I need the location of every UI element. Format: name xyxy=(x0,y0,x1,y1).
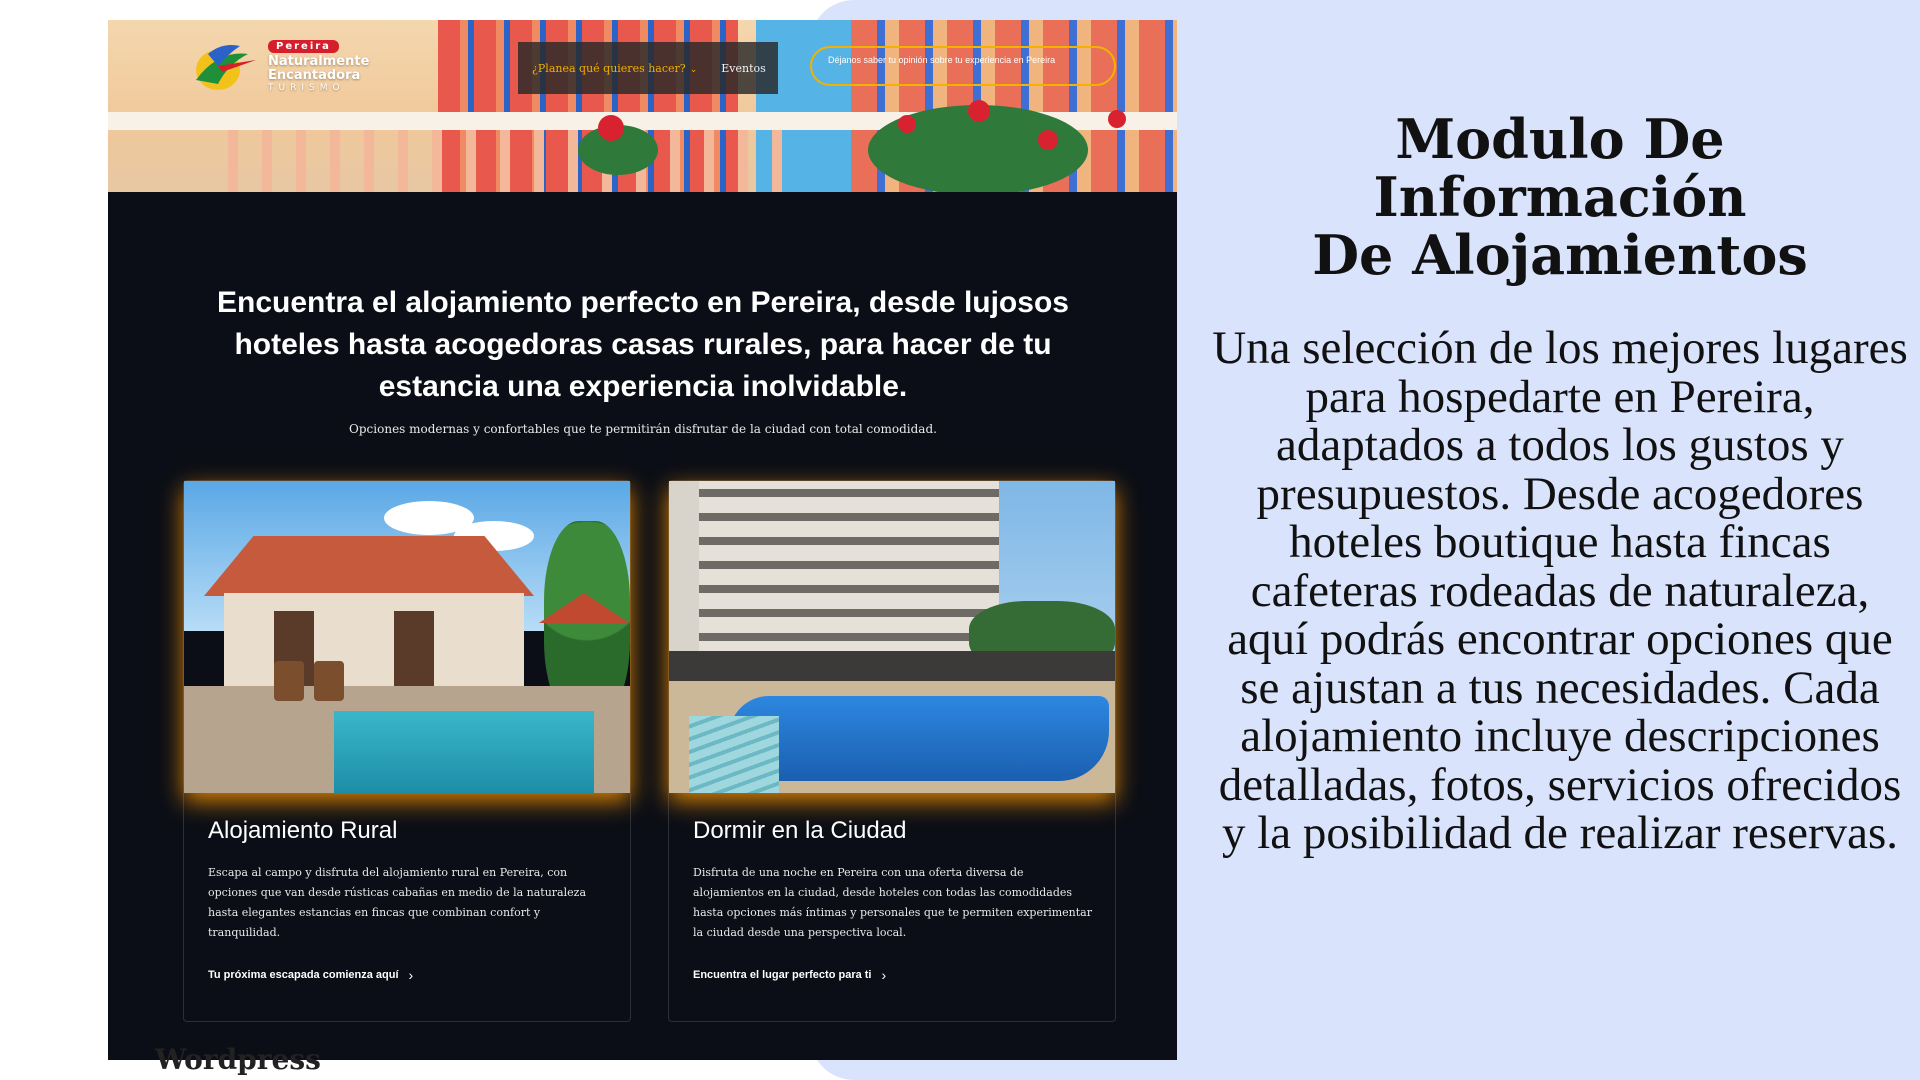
card-title: Alojamiento Rural xyxy=(208,817,398,844)
banner-balusters xyxy=(228,130,788,192)
card-link-rural[interactable] xyxy=(208,967,413,983)
logo-text-line3: TURISMO xyxy=(268,83,345,93)
hero-title: Encuentra el alojamiento perfecto en Pereira, desde lujosos hoteles hasta acogedoras casas rurales, para hacer de tu estancia una experiencia inolvidable. xyxy=(217,286,1069,403)
website-screenshot xyxy=(108,20,1177,1060)
site-logo[interactable] xyxy=(188,38,388,98)
main-nav xyxy=(518,42,778,94)
nav-item-planea[interactable] xyxy=(532,62,697,75)
card-link-label: Encuentra el lugar perfecto para ti xyxy=(693,969,872,981)
header-banner xyxy=(108,20,1177,192)
slide-title-line1: Modulo De Información xyxy=(1373,107,1747,229)
image-house-wall xyxy=(224,593,524,688)
slide-body-text: Una selección de los mejores lugares para hospedarte en Pereira, adaptados a todos los gustos y presupuestos. Desde acogedores hoteles boutique hasta fincas cafeteras rodeadas de naturaleza, aquí podrás encontrar opciones que se ajustan a tus necesidades. Cada alojamiento incluye descripciones detalladas, fotos, servicios ofrecidos y la posibilidad de realizar reservas. xyxy=(1212,322,1908,859)
card-dormir-ciudad[interactable] xyxy=(668,480,1116,1022)
image-pool-steps xyxy=(689,716,779,793)
banner-flower xyxy=(1108,110,1126,128)
feedback-button[interactable]: Déjanos saber tu opinión sobre tu experiencia en Pereira xyxy=(810,46,1116,86)
card-image-rural xyxy=(184,481,630,793)
hero-subtitle: Opciones modernas y confortables que te permitirán disfrutar de la ciudad con total comodidad. xyxy=(349,422,937,436)
wordpress-label: Wordpress xyxy=(155,1043,321,1076)
nav-item-eventos[interactable]: Eventos xyxy=(721,61,766,75)
card-title: Dormir en la Ciudad xyxy=(693,817,907,844)
logo-text-line2: Encantadora xyxy=(268,68,361,83)
image-door xyxy=(394,611,434,688)
logo-city-badge: Pereira xyxy=(268,40,339,53)
image-pool xyxy=(729,696,1109,781)
hummingbird-logo-icon xyxy=(188,40,258,94)
card-description: Escapa al campo y disfruta del alojamiento rural en Pereira, con opciones que van desde rústicas cabañas en medio de la naturaleza hasta elegantes estancias en fincas que combinan confort y tranquilidad. xyxy=(208,866,586,939)
banner-flower xyxy=(598,115,624,141)
image-chair xyxy=(314,661,344,701)
banner-flower xyxy=(1038,130,1058,150)
chevron-right-icon: › xyxy=(881,967,887,983)
card-image-city xyxy=(669,481,1115,793)
chevron-down-icon: ⌄ xyxy=(689,64,698,75)
nav-item-planea-label: ¿Planea qué quieres hacer? xyxy=(532,61,686,75)
card-link-ciudad[interactable] xyxy=(693,967,886,983)
banner-flower xyxy=(968,100,990,122)
image-roof xyxy=(204,536,534,596)
banner-flower xyxy=(898,115,916,133)
slide-title-line2: De Alojamientos xyxy=(1312,223,1808,287)
card-link-label: Tu próxima escapada comienza aquí xyxy=(208,969,399,981)
card-alojamiento-rural[interactable] xyxy=(183,480,631,1022)
logo-text-line1: Naturalmente xyxy=(268,54,370,69)
image-chair xyxy=(274,661,304,701)
slide-title xyxy=(1200,107,1920,287)
card-description: Disfruta de una noche en Pereira con una oferta diversa de alojamientos en la ciudad, desde hoteles con todas las comodidades hasta opciones más íntimas y personales que te permiten experimentar la ciudad desde una perspectiva local. xyxy=(693,866,1092,939)
chevron-right-icon: › xyxy=(408,967,414,983)
image-pool xyxy=(334,711,594,793)
